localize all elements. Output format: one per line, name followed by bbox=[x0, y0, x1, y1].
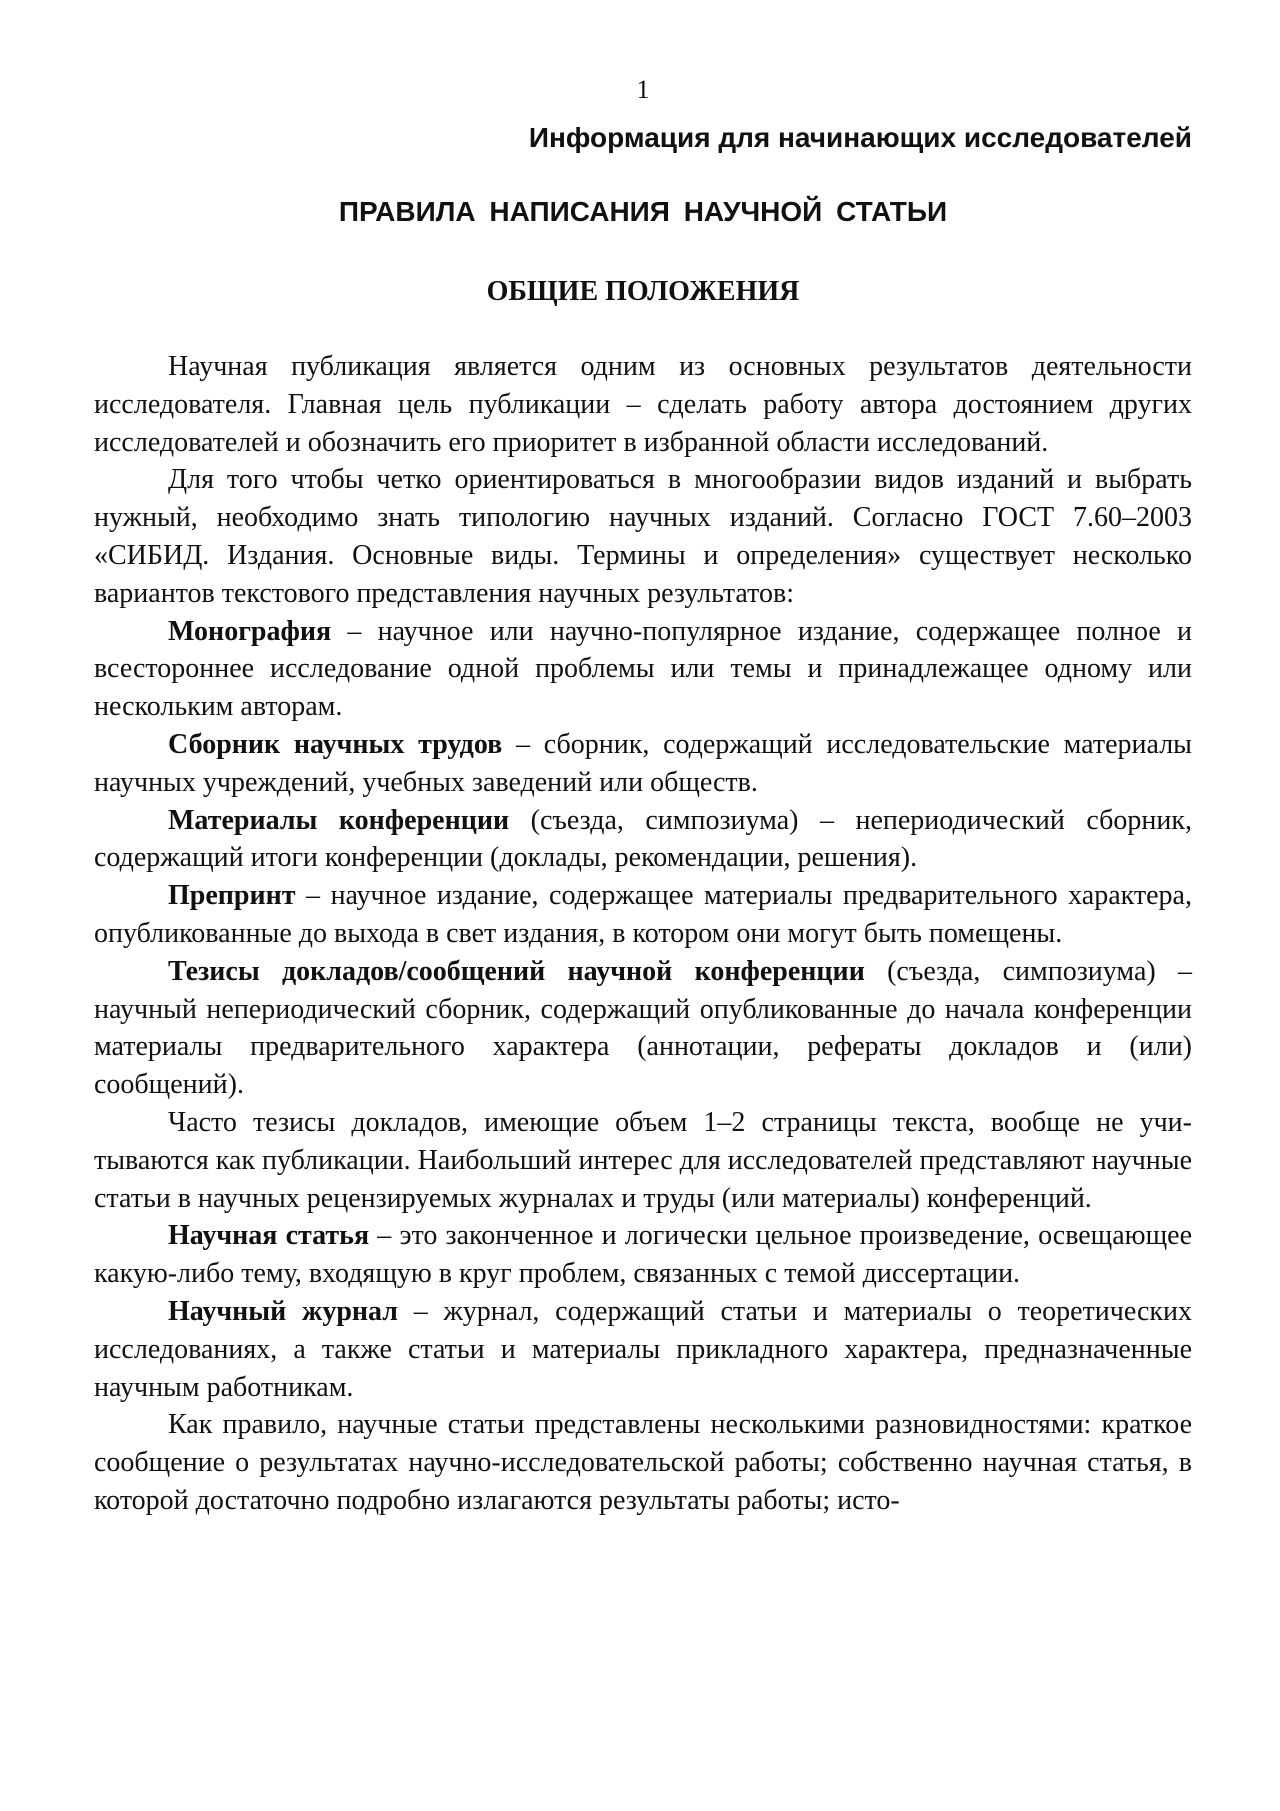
document-body bbox=[94, 348, 1192, 1520]
definition-text: – журнал, содержащий статьи и материалы о теоретических исследованиях, а также статьи и материалы прикладного характера, предназначенные научным работникам. bbox=[94, 1295, 1192, 1403]
term: Материалы конференции bbox=[168, 804, 510, 836]
paragraph-text: Научная публикация является одним из основных результатов деятельности исследователя. Главная цель публикации – сделать работу автора достоянием других исследователей и обозначить его приоритет в избранной области исследований. bbox=[94, 351, 1192, 458]
term: Препринт bbox=[168, 880, 296, 912]
definition-paragraph bbox=[94, 1217, 1192, 1293]
paragraph-text: Как правило, научные статьи представлены несколькими разновидностями: краткое сообщение о результатах научно-исследовательской работы; собственно научная статья, в которой достаточно подробно излагаются результаты работы; исто- bbox=[94, 1409, 1192, 1516]
term: Монография bbox=[168, 615, 332, 647]
paragraph bbox=[94, 1406, 1192, 1519]
kicker-heading: Информация для начинающих исследователей bbox=[528, 122, 1192, 153]
definition-text: (съезда, симпозиума) – научный непериодический сборник, содержащий опубликованные до начала конференции материалы предварительного характера (аннотации, рефераты докладов и (или) сообщений). bbox=[94, 955, 1192, 1101]
paragraph-text: Часто тезисы докладов, имеющие объем 1–2 страницы текста, вообще не учитываются как публикации. Наибольший интерес для исследователей представляют научные статьи в научных рецензируемых журналах и труды (или материалы) конференций. bbox=[94, 1106, 1192, 1214]
paragraph bbox=[94, 1104, 1192, 1217]
document-title: ПРАВИЛА НАПИСАНИЯ НАУЧНОЙ СТАТЬИ bbox=[338, 196, 948, 227]
definition-paragraph bbox=[94, 877, 1192, 953]
section-title: ОБЩИЕ ПОЛОЖЕНИЯ bbox=[486, 276, 800, 307]
definition-text: – это законченное и логически цельное произведение, освещающее какую-либо тему, входящую в круг проблем, связанных с темой диссертации. bbox=[94, 1220, 1193, 1290]
definition-text: (съезда, симпозиума) – непериодический сборник, содержащий итоги конференции (доклады, рекомендации, решения). bbox=[94, 804, 1192, 874]
definition-paragraph bbox=[94, 613, 1192, 726]
definition-paragraph bbox=[94, 802, 1192, 878]
definition-text: – научное или научно-популярное издание, содержащее полное и всестороннее исследование одной проблемы или темы и принадлежащее одному или нескольким авторам. bbox=[94, 615, 1192, 723]
definition-paragraph bbox=[94, 1293, 1192, 1406]
paragraph bbox=[94, 348, 1192, 461]
paragraph bbox=[94, 461, 1192, 612]
term: Научный журнал bbox=[168, 1295, 398, 1327]
definition-paragraph bbox=[94, 953, 1192, 1104]
term: Тезисы докладов/сообщений научной конференции bbox=[168, 955, 865, 987]
definition-text: – сборник, содержащий исследовательские материалы научных учреждений, учебных заведений или обществ. bbox=[94, 728, 1192, 798]
definition-paragraph bbox=[94, 726, 1192, 802]
definition-text: – научное издание, содержащее материалы предварительного характера, опубликованные до выхода в свет издания, в котором они могут быть помещены. bbox=[94, 880, 1192, 949]
term: Сборник научных трудов bbox=[168, 728, 503, 760]
paragraph-text: Для того чтобы четко ориентироваться в многообразии видов изданий и выбрать нужный, необходимо знать типологию научных изданий. Согласно ГОСТ 7.60–2003 «СИБИД. Издания. Основные виды. Термины и определения» существует несколько вариантов текстового представления научных результатов: bbox=[94, 464, 1192, 609]
term: Научная статья bbox=[168, 1220, 370, 1252]
page-number: 1 bbox=[636, 75, 650, 104]
